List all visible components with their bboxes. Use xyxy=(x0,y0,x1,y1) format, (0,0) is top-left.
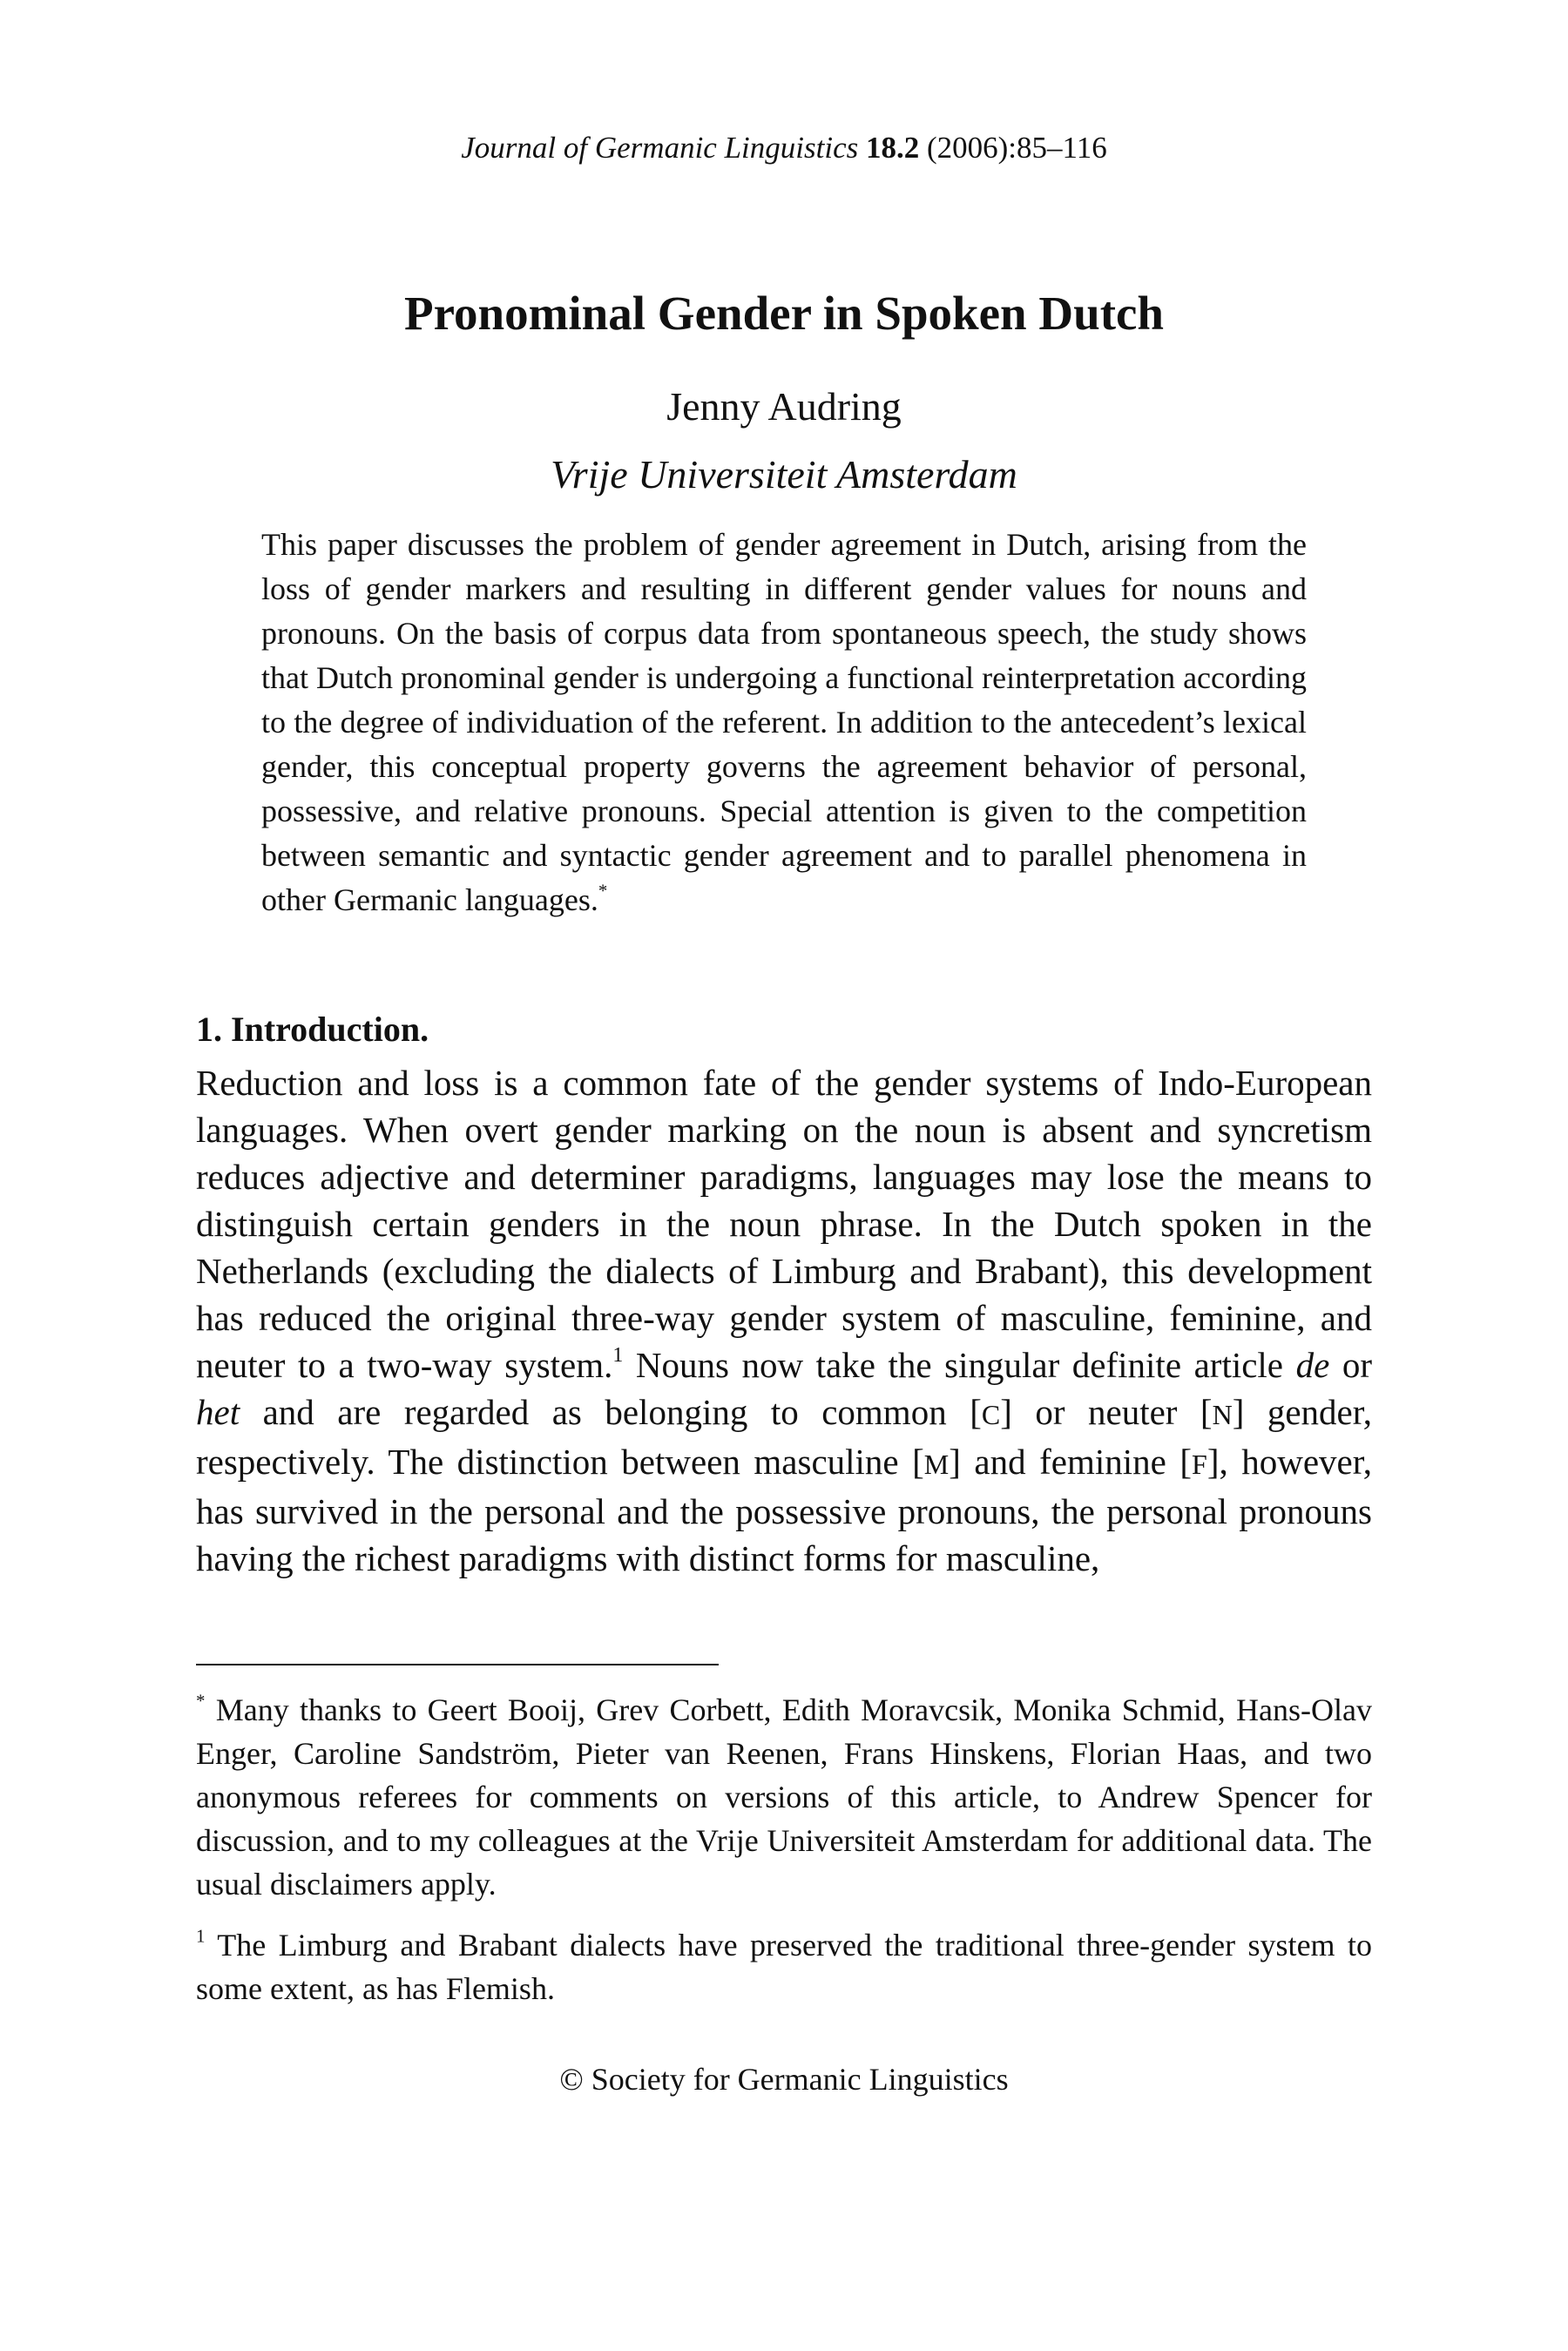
year-pages: (2006):85–116 xyxy=(926,131,1107,165)
copyright-notice: © Society for Germanic Linguistics xyxy=(559,2062,1009,2097)
journal-header xyxy=(0,131,1568,166)
gender-abbrev-common: C xyxy=(981,1399,1001,1430)
gender-abbrev-masculine: M xyxy=(923,1449,950,1480)
abstract xyxy=(261,523,1307,922)
footnote-mark: * xyxy=(196,1690,206,1712)
abstract-text: This paper discusses the problem of gender agreement in Dutch, arising from the loss of gender markers and resulting in different gender values for nouns and pronouns. On the basis of corpus data from spontaneous speech, the study shows that Dutch pronominal gender is undergoing a functional reinterpretation according to the degree of individuation of the referent. In addition to the antecedent’s lexical gender, this conceptual property governs the agreement behavior of personal, possessive, and relative pronouns. Special attention is given to the competition between semantic and syntactic gender agreement and to parallel phenomena in other Germanic languages. xyxy=(261,527,1307,917)
gender-abbrev-neuter: N xyxy=(1212,1399,1233,1430)
section-heading: 1. Introduction. xyxy=(196,1010,429,1049)
footnote-1 xyxy=(196,1923,1372,2010)
footnote-mark: 1 xyxy=(196,1925,206,1947)
paper-title: Pronominal Gender in Spoken Dutch xyxy=(403,287,1165,340)
footnote-ref-1: 1 xyxy=(612,1344,624,1368)
body-text-7: ], however, has survived in the personal and the possessive pronouns, the personal pronouns having the richest paradigms with distinct forms for masculine, xyxy=(196,1442,1372,1578)
footnote-text: Many thanks to Geert Booij, Grev Corbett, Edith Moravcsik, Monika Schmid, Hans-Olav Enger, Caroline Sandström, Pieter van Reenen, Frans Hinskens, Florian Haas, and two anonymous referees for comments on versions of this article, to Andrew Spencer for discussion, and to my colleagues at the Vrije Universiteit Amsterdam for additional data. The usual disclaimers apply. xyxy=(196,1692,1372,1902)
abstract-footnote-mark: * xyxy=(598,880,608,902)
body-text-2: Nouns now take the singular definite article xyxy=(623,1345,1296,1385)
body-paragraph xyxy=(196,1059,1372,1582)
footnote-divider xyxy=(196,1664,719,1665)
footnote-text: The Limburg and Brabant dialects have preserved the traditional three-gender system to some extent, as has Flemish. xyxy=(196,1928,1372,2006)
footnote-acknowledgments xyxy=(196,1688,1372,1906)
body-text-3: and are regarded as belonging to common [ xyxy=(240,1392,982,1432)
body-text-5: ] gender, respectively. The distinction between masculine [ xyxy=(196,1392,1373,1482)
journal-name: Journal of Germanic Linguistics xyxy=(461,131,859,165)
volume-issue: 18.2 xyxy=(865,131,920,165)
author-name: Jenny Audring xyxy=(666,384,902,429)
body-text-1: Reduction and loss is a common fate of the gender systems of Indo-European languages. When overt gender marking on the noun is absent and syncretism reduces adjective and determiner paradigms, languages may lose the means to distinguish certain genders in the noun phrase. In the Dutch spoken in the Netherlands (excluding the dialects of Limburg and Brabant), this development has reduced the original three-way gender system of masculine, feminine, and neuter to a two-way system. xyxy=(196,1063,1372,1385)
article-het: het xyxy=(196,1392,240,1432)
body-text-6: ] and feminine [ xyxy=(949,1442,1193,1482)
article-de: de xyxy=(1295,1345,1330,1385)
gender-abbrev-feminine: F xyxy=(1192,1449,1207,1480)
author-affiliation: Vrije Universiteit Amsterdam xyxy=(551,452,1017,497)
body-text-4: ] or neuter [ xyxy=(1000,1392,1213,1432)
body-text-or: or xyxy=(1329,1345,1372,1385)
